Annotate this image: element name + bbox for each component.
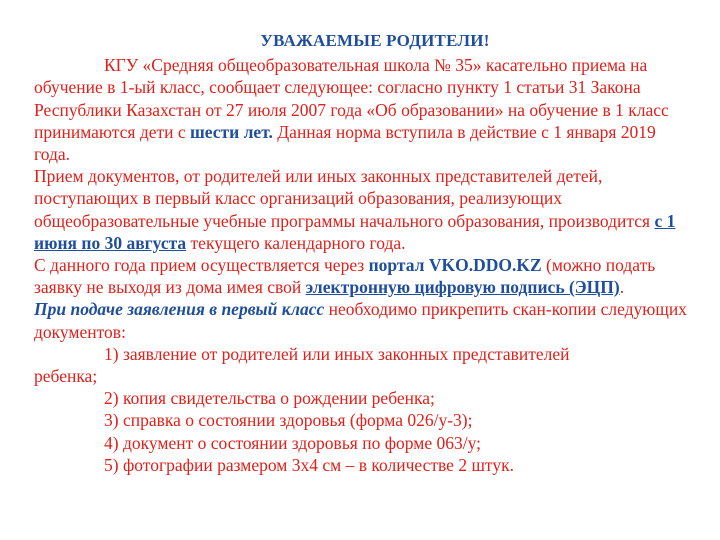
paragraph-text: Данная норма вступила в действие с 1 января 2019 года. [34,121,656,165]
list-item [34,343,694,387]
dates-highlight: с 1 июня по 30 августа [34,210,676,253]
paragraph-portal [34,254,694,298]
paragraph-text: (можно подать заявку не выходя из дома имея свой [34,255,656,298]
portal-link[interactable]: портал VKO.DDO.KZ [368,255,542,276]
application-lead: При подаче заявления в первый класс [34,299,325,320]
list-item [34,432,694,454]
list-item-continuation: ребенка; [34,366,98,387]
list-item [34,454,694,476]
list-item-text: 4) документ о состоянии здоровья по форме 063/у; [104,432,482,453]
age-highlight: шести лет. [190,121,273,142]
paragraph-text: Прием документов, от родителей или иных законных представителей детей, поступающих в первый класс организаций образования, реализующих общеобразовательные учебные программы начального образования, производится [34,166,655,231]
paragraph-text: С данного года прием осуществляется через [34,255,369,276]
paragraph-admission-age [34,54,694,165]
list-item-text: 3) справка о состоянии здоровья (форма 026/у-3); [104,410,473,431]
paragraph-application [34,298,694,342]
paragraph-text: КГУ «Средняя общеобразовательная школа № 35» касательно приема на обучение в 1-ый класс, сообщает следующее: согласно пункту 1 статьи 31 Закона Республики Казахстан от 27 июля 2007 года «Об образовании» на обучение в 1 класс принимаются дети с [34,55,669,142]
paragraph-text: . [619,277,625,298]
paragraph-text: необходимо прикрепить скан-копии следующих документов: [34,299,687,342]
paragraph-document-dates [34,165,694,254]
list-item-text: 1) заявление от родителей или иных законных представителей [104,343,570,364]
paragraph-text: текущего календарного года. [186,232,406,253]
eds-highlight: электронную цифровую подпись (ЭЦП) [305,277,620,298]
list-item-text: 5) фотографии размером 3х4 см – в количестве 2 штук. [104,454,514,475]
document-list [34,343,694,476]
list-item-text: 2) копия свидетельства о рождении ребенка; [104,388,435,409]
list-item [34,387,694,409]
announcement-document [34,30,694,476]
page-title: УВАЖАЕМЫЕ РОДИТЕЛИ! [260,31,490,50]
list-item [34,409,694,431]
